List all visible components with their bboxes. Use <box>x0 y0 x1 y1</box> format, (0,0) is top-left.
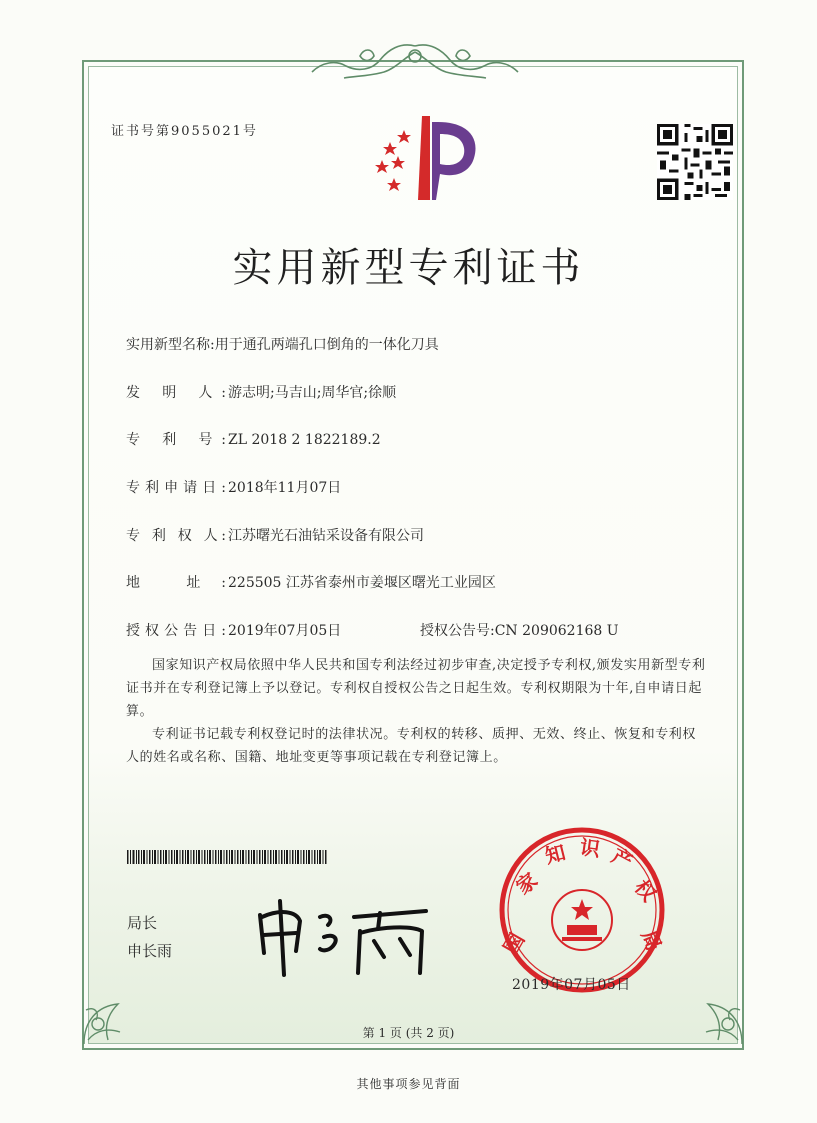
inventor-value: 游志明;马吉山;周华官;徐顺 <box>228 385 397 401</box>
grant-date-label: 授权公告日: <box>126 623 226 639</box>
svg-text:产: 产 <box>607 843 637 875</box>
patentee-row <box>126 525 424 545</box>
certificate-title: 实用新型专利证书 <box>232 245 585 291</box>
body-paragraph-2: 专利证书记载专利权登记时的法律状况。专利权的转移、质押、无效、终止、恢复和专利权人的姓名或名称、国籍、地址变更等事项记载在专利登记簿上。 <box>126 727 697 765</box>
inventor-row <box>126 382 396 402</box>
address-value: 225505 江苏省泰州市姜堰区曙光工业园区 <box>228 575 496 591</box>
top-ornament-icon <box>300 38 530 88</box>
patent-number-label: 专 利 号: <box>126 432 226 448</box>
utility-model-name-row <box>126 334 439 354</box>
handwritten-signature-icon <box>250 895 440 980</box>
svg-text:局: 局 <box>636 926 667 955</box>
official-seal-icon <box>497 825 667 995</box>
director-name: 申长雨 <box>127 942 173 960</box>
patent-number-row <box>126 429 381 449</box>
back-note: 其他事项参见背面 <box>356 1077 461 1091</box>
qr-code-icon <box>657 124 733 200</box>
grant-number-label: 授权公告号: <box>420 623 495 639</box>
certificate-number: 证书号第9055021号 <box>111 124 258 139</box>
patent-office-logo-icon <box>360 108 490 208</box>
body-paragraph-1: 国家知识产权局依照中华人民共和国专利法经过初步审查,决定授予专利权,颁发实用新型专利证书并在专利登记簿上予以登记。专利权自授权公告之日起生效。专利权期限为十年,自申请日起算。 <box>126 658 706 719</box>
seal-date: 2019年07月05日 <box>512 977 631 993</box>
patentee-value: 江苏曙光石油钻采设备有限公司 <box>228 528 424 544</box>
grant-number-value: CN 209062168 U <box>494 623 619 639</box>
filing-date-row <box>126 477 341 497</box>
utility-model-name-label: 实用新型名称: <box>126 337 215 353</box>
grant-number-row <box>420 620 619 640</box>
address-label: 地 址: <box>126 575 226 591</box>
director-title: 局长 <box>127 914 158 932</box>
filing-date-value: 2018年11月07日 <box>228 480 342 496</box>
barcode-icon <box>127 850 327 864</box>
inventor-label: 发 明 人: <box>126 385 226 401</box>
svg-text:识: 识 <box>578 834 602 862</box>
grant-date-value: 2019年07月05日 <box>228 623 342 639</box>
svg-text:权: 权 <box>629 875 661 906</box>
patentee-label: 专 利 权 人: <box>126 528 226 544</box>
svg-text:知: 知 <box>542 840 568 869</box>
filing-date-label: 专利申请日: <box>126 480 226 496</box>
page-number: 第 1 页 (共 2 页) <box>362 1026 455 1040</box>
patent-number-value: ZL 2018 2 1822189.2 <box>228 432 381 448</box>
utility-model-name-value: 用于通孔两端孔口倒角的一体化刀具 <box>214 337 439 353</box>
svg-text:家: 家 <box>511 867 542 900</box>
svg-text:国: 国 <box>498 928 530 959</box>
address-row <box>126 572 496 592</box>
grant-date-row <box>126 620 341 640</box>
